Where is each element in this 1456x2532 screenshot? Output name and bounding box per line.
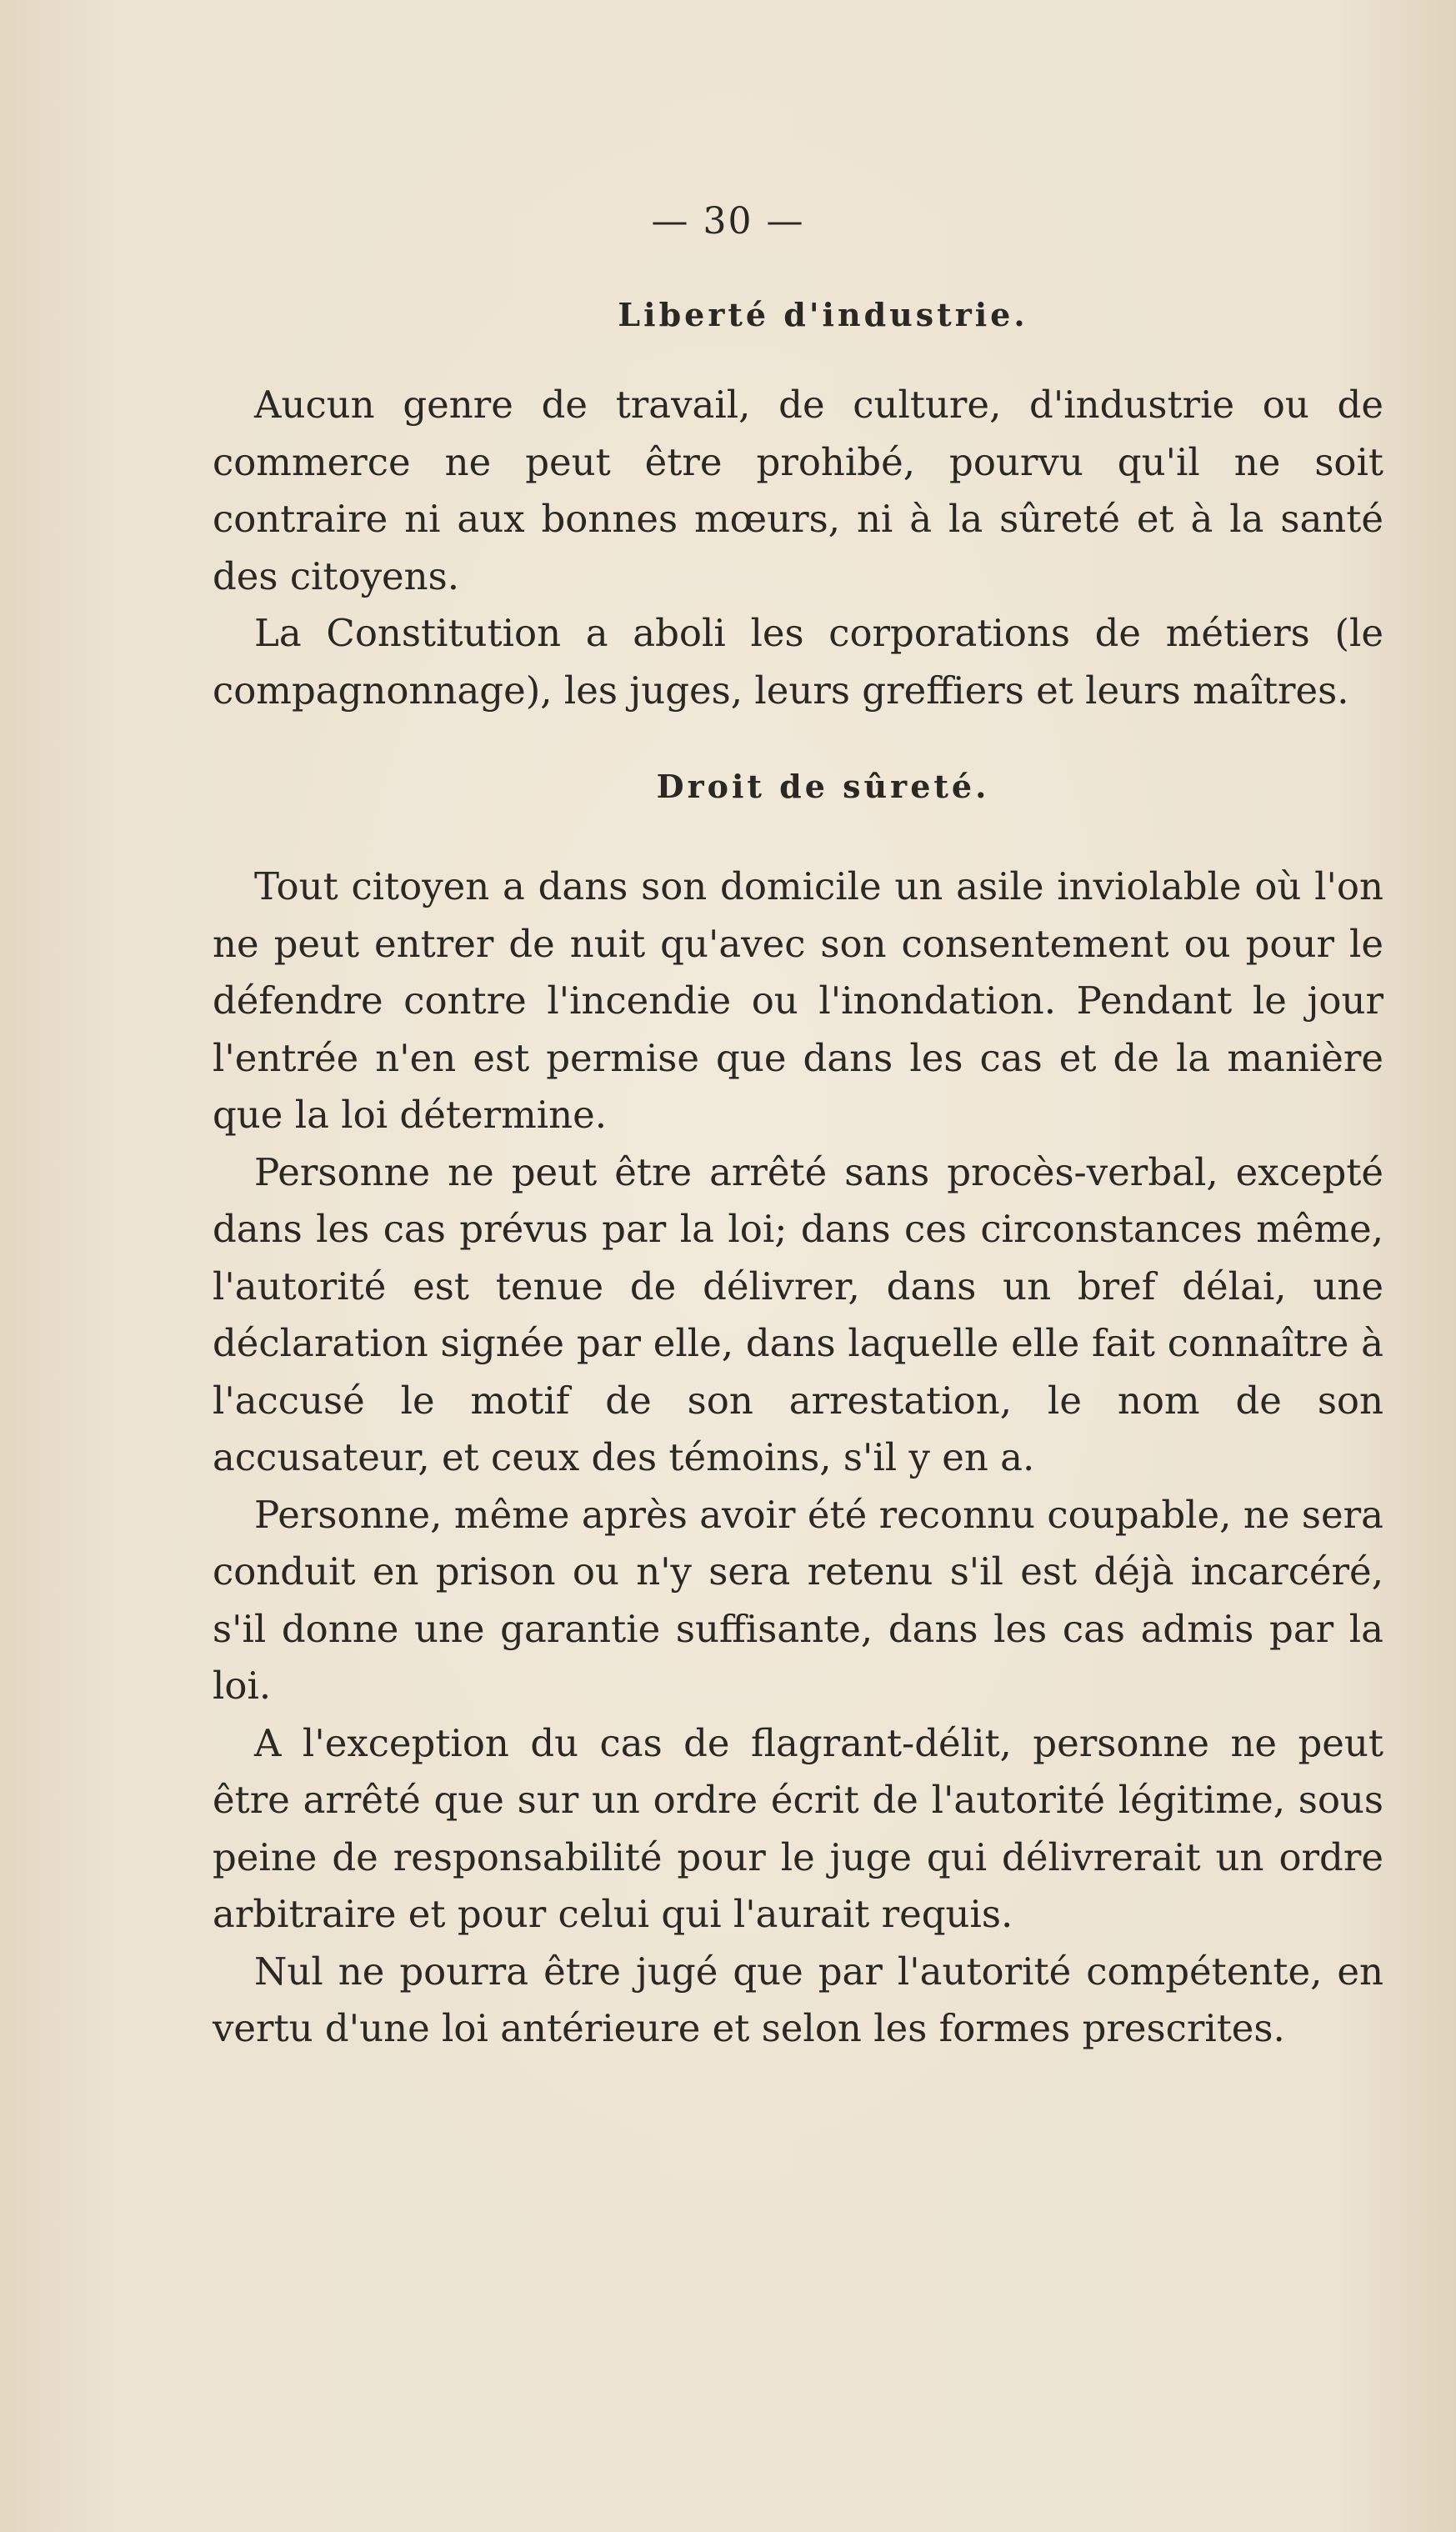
paragraph: Nul ne pourra être jugé que par l'autorité compétente, en vertu d'une loi antérieure et selon les formes prescrites.	[213, 1949, 1383, 2050]
section-title-droit-surete: Droit de sûreté.	[656, 768, 990, 805]
paragraph: Tout citoyen a dans son domicile un asile inviolable où l'on ne peut entrer de nuit qu'avec son consentement ou pour le défendre contre l'incendie ou l'inondation. Pendant le jour l'entrée n'en est permise que dans les cas et de la manière que la loi détermine.	[213, 864, 1383, 1137]
text-block	[213, 296, 1383, 2058]
page-number: — 30 —	[651, 200, 805, 243]
paragraph: Aucun genre de travail, de culture, d'industrie ou de commerce ne peut être prohibé, pourvu qu'il ne soit contraire ni aux bonnes mœurs, ni à la sûreté et à la santé des citoyens.	[213, 383, 1383, 598]
paragraph: Personne ne peut être arrêté sans procès-verbal, excepté dans les cas prévus par la loi; dans ces circonstances même, l'autorité est tenue de délivrer, dans un bref délai, une déclaration signée par elle, dans laquelle elle fait connaître à l'accusé le motif de son arrestation, le nom de son accusateur, et ceux des témoins, s'il y en a.	[213, 1149, 1383, 1479]
paragraph: La Constitution a aboli les corporations de métiers (le compagnonnage), les juges, leurs greffiers et leurs maîtres.	[213, 611, 1383, 713]
section-title-liberte-industrie: Liberté d'industrie.	[618, 296, 1028, 333]
paragraph: Personne, même après avoir été reconnu coupable, ne sera conduit en prison ou n'y sera retenu s'il est déjà incarcéré, s'il donne une garantie suffisante, dans les cas admis par la loi.	[213, 1492, 1383, 1708]
paragraph: A l'exception du cas de flagrant-délit, personne ne peut être arrêté que sur un ordre écrit de l'autorité légitime, sous peine de responsabilité pour le juge qui délivrerait un ordre arbitraire et pour celui qui l'aurait requis.	[213, 1720, 1383, 1936]
